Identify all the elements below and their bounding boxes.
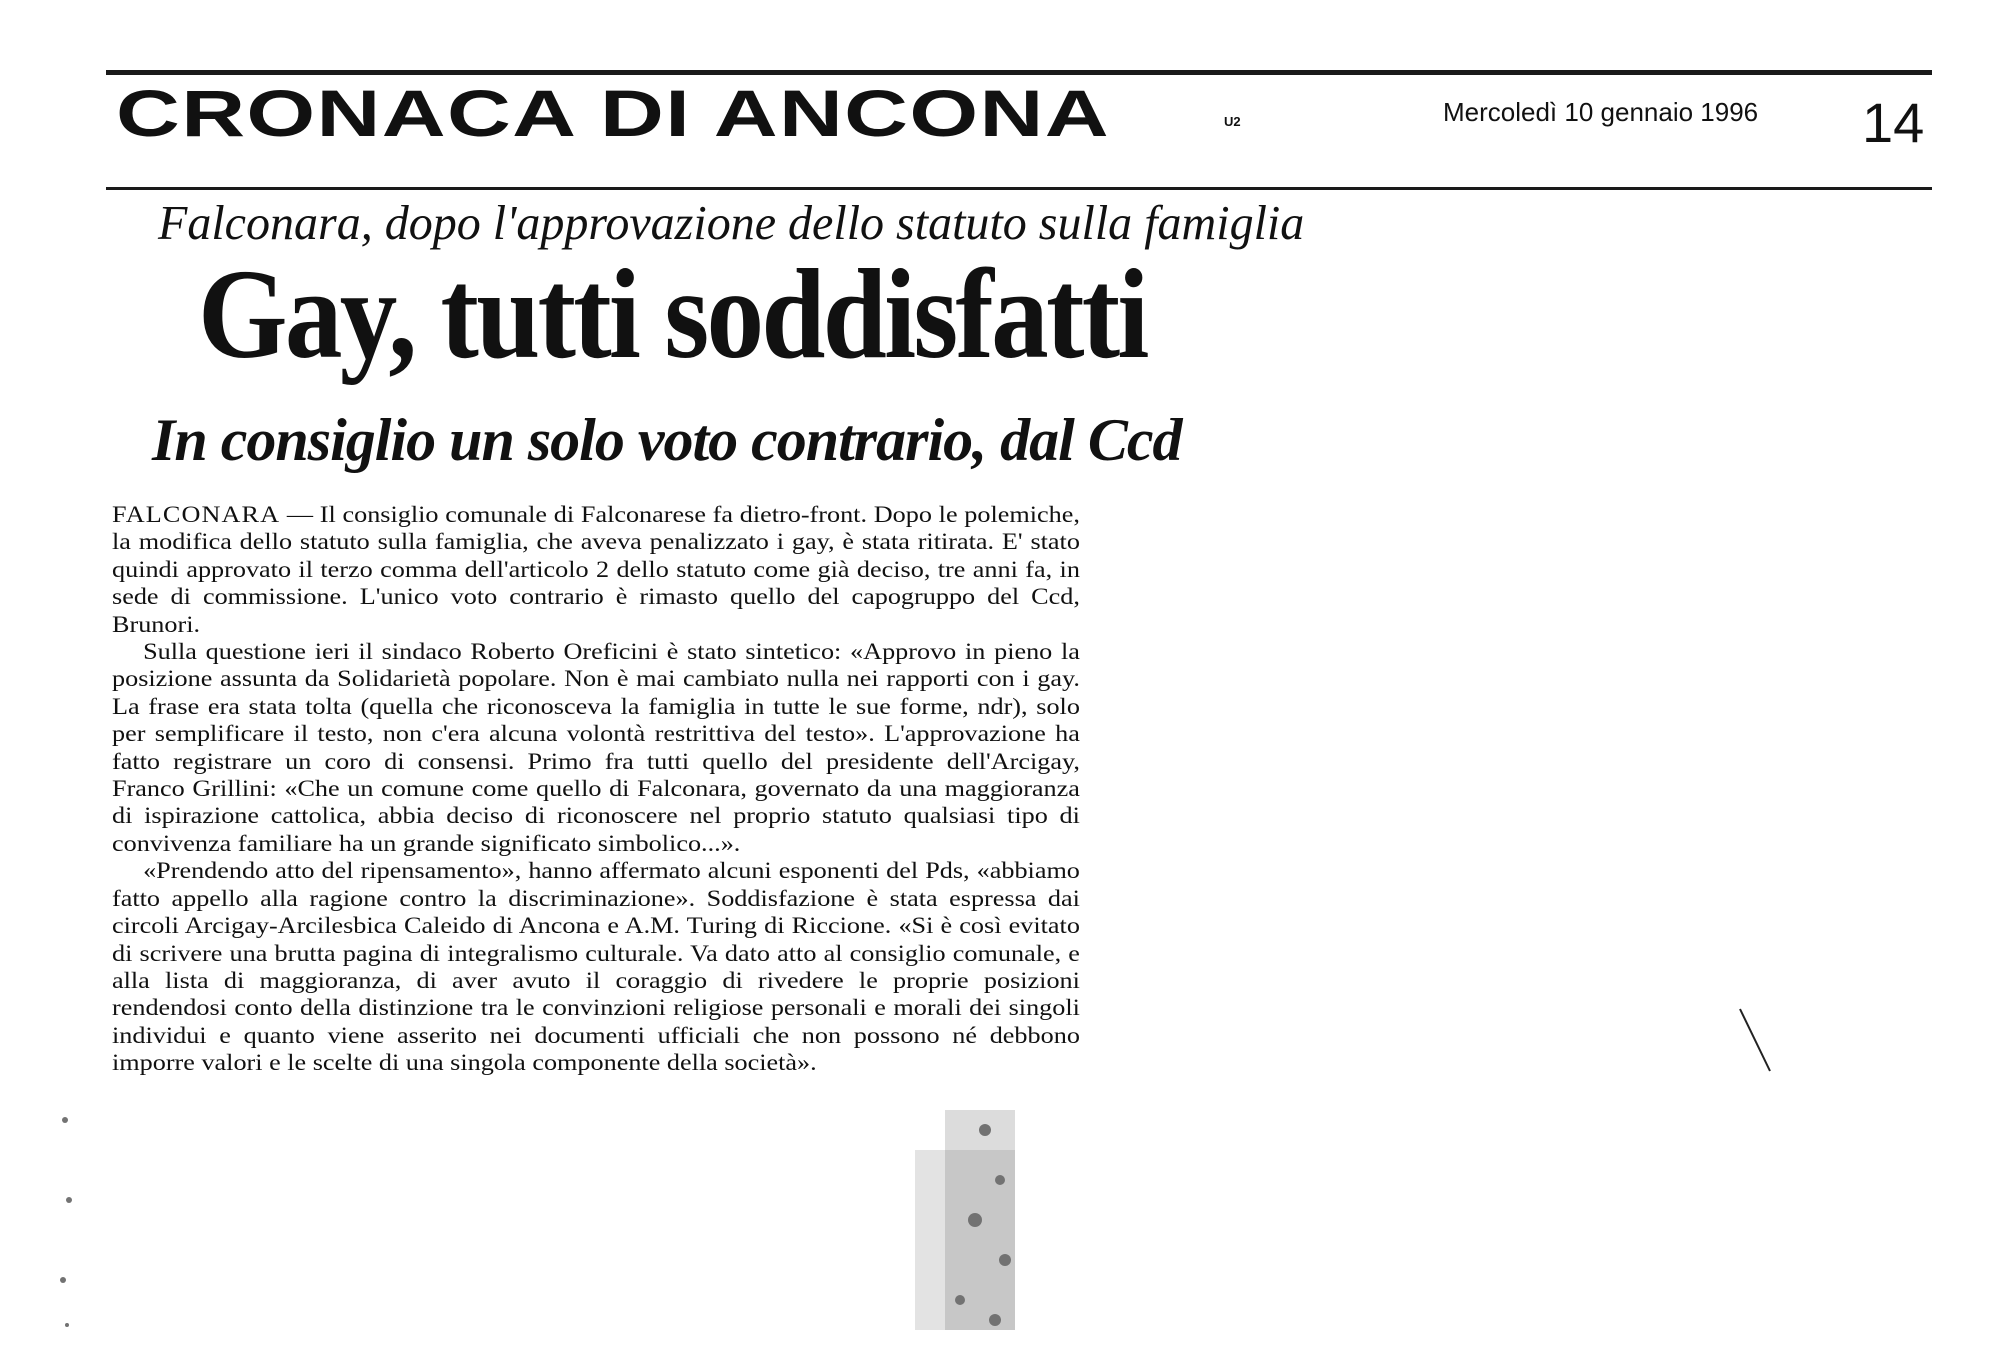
issue-date: Mercoledì 10 gennaio 1996 [1443,97,1759,127]
article-kicker: Falconara, dopo l'approvazione dello statuto sulla famiglia [158,195,1305,250]
paragraph-text: — Il consiglio comunale di Falconarese fa dietro-front. Dopo le polemiche, la modifica dello statuto sulla famiglia, che aveva penalizzato i gay, è stata ritirata. E' stato quindi approvato il terzo comma dell'articolo 2 dello statuto come già deciso, tre anni fa, in sede di commissione. L'unico voto contrario è rimasto quello del capogruppo del Ccd, Brunori. [112,502,1080,638]
article-paragraph: Sulla questione ieri il sindaco Roberto Oreficini è stato sintetico: «Approvo in pieno la posizione assunta da Solidarietà popolare. Non è mai cambiato nulla nei rapporti con i gay. La frase era stata tolta (quella che riconosceva la famiglia in tutte le sue forme, ndr), solo per semplificare il testo, non c'era alcuna volontà restrittiva del testo». L'approvazione ha fatto registrare un coro di consensi. Primo fra tutti quello del presidente dell'Arcigay, Franco Grillini: «Che un comune come quello di Falconara, governato da una maggioranza di ispirazione cattolica, abbia deciso di riconoscere nel proprio statuto qualsiasi tipo di convivenza familiare ha un grande significato simbolico...». [112,639,1080,857]
section-title: CRONACA DI ANCONA [116,76,1110,150]
article-paragraph [112,502,1080,639]
page-code: U2 [1224,114,1241,129]
article-subheadline: In consiglio un solo voto contrario, dal Ccd [152,407,1182,473]
masthead-bottom-rule [106,187,1932,190]
article-paragraph: «Prendendo atto del ripensamento», hanno affermato alcuni esponenti del Pds, «abbiamo fatto appello alla ragione contro la discriminazione». Soddisfazione è stata espressa dai circoli Arcigay-Arcilesbica Caleido di Ancona e A.M. Turing di Riccione. «Si è così evitato di scrivere una brutta pagina di integralismo culturale. Va dato atto al consiglio comunale, e alla lista di maggioranza, di aver avuto il coraggio di rivedere le proprie posizioni rendendosi conto della distinzione tra le convinzioni religiose personali e morali dei singoli individui e quanto viene asserito nei documenti ufficiali che non possono né debbono imporre valori e le scelte di una singola componente della società». [112,858,1080,1077]
article-dateline: FALCONARA [112,502,281,528]
article-headline: Gay, tutti soddisfatti [198,243,1147,385]
stray-scan-mark [1735,1005,1775,1075]
page-number: 14 [1862,91,1925,154]
masthead-top-rule [106,70,1932,75]
article-body [112,502,1080,1324]
